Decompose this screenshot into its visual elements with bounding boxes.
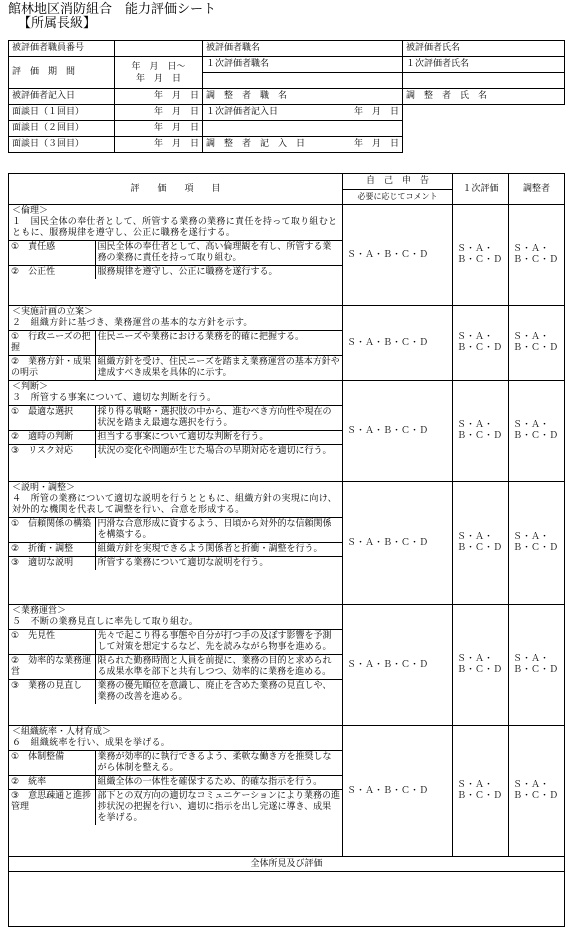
period-start: 年 月 日～ xyxy=(131,61,186,72)
section-row xyxy=(9,381,565,482)
sub-item-text: 限られた勤務時間と人員を前提に、業務の目的と求められる成果水準を部下と共有しつつ、効率的に業務を進める。 xyxy=(95,655,342,680)
sub-item-label: ① 体制整備 xyxy=(9,751,95,776)
section-description: ２ 組織方針に基づき、業務運営の基本的な方針を示す。 xyxy=(12,318,253,328)
eval1-date-field xyxy=(203,105,403,121)
sub-item-row xyxy=(9,518,342,543)
section-row xyxy=(9,306,565,381)
adj-grade[interactable]: Ｓ・Ａ・Ｂ・Ｃ・Ｄ xyxy=(509,482,565,605)
sub-item-label: ① 最適な選択 xyxy=(9,406,95,431)
adj-grade[interactable]: Ｓ・Ａ・Ｂ・Ｃ・Ｄ xyxy=(509,726,565,857)
sub-item-text: 組織方針を受け、住民ニーズを踏まえ業務運営の基本方針や達成すべき成果を具体的に示す。 xyxy=(95,356,342,381)
eval1-grade[interactable]: Ｓ・Ａ・Ｂ・Ｃ・Ｄ xyxy=(453,306,509,381)
sub-item-text: 服務規律を遵守し、公正に職務を遂行する。 xyxy=(95,266,342,280)
sub-item-text: 住民ニーズや業務における業務を的確に把握する。 xyxy=(95,331,342,356)
sub-item-table xyxy=(9,330,342,380)
self-grade[interactable]: Ｓ・Ａ・Ｂ・Ｃ・Ｄ xyxy=(343,306,453,381)
adj-date-value[interactable]: 年 月 日 xyxy=(353,139,399,149)
adj-grade[interactable]: Ｓ・Ａ・Ｂ・Ｃ・Ｄ xyxy=(509,205,565,306)
sub-item-row xyxy=(9,241,342,266)
interview1-label: 面談日（１回目） xyxy=(9,105,115,121)
sub-item-label: ② 公正性 xyxy=(9,266,95,280)
section-cell xyxy=(9,605,343,726)
sub-item-label: ① 行政ニーズの把握 xyxy=(9,331,95,356)
sub-item-table xyxy=(9,629,342,704)
adj-date-field xyxy=(203,137,403,153)
name-label: 被評価者氏名 xyxy=(403,41,495,57)
blank xyxy=(403,105,565,121)
section-cell xyxy=(9,306,343,381)
info-table xyxy=(8,40,565,153)
sub-item-label: ② 統率 xyxy=(9,776,95,790)
self-date-label: 被評価者記入日 xyxy=(9,89,115,105)
sub-item-label: ② 業務方針・成果の明示 xyxy=(9,356,95,381)
col-self-note: 必要に応じてコメント xyxy=(343,189,453,205)
section-heading: ＜業務運営＞ xyxy=(12,606,67,616)
sub-item-text: 状況の変化や問題が生じた場合の早期対応を適切に行う。 xyxy=(95,445,342,459)
sub-item-label: ③ リスク対応 xyxy=(9,445,95,459)
eval1-date-label: １次評価者記入日 xyxy=(206,107,279,117)
section-row xyxy=(9,205,565,306)
section-heading: ＜倫理＞ xyxy=(12,206,49,216)
section-cell xyxy=(9,726,343,857)
section-cell xyxy=(9,482,343,605)
sub-item-text: 組織全体の一体性を確保するため、的確な指示を行う。 xyxy=(95,776,342,790)
section-cell xyxy=(9,381,343,482)
sub-item-row xyxy=(9,266,342,280)
sub-item-row xyxy=(9,630,342,655)
sub-item-text: 国民全体の奉仕者として、高い倫理観を有し、所管する業務の業務に責任を持って取り組む。 xyxy=(95,241,342,266)
sub-item-row xyxy=(9,356,342,381)
eval1-name-field[interactable] xyxy=(495,57,565,73)
emp-no-field[interactable] xyxy=(115,41,203,57)
sub-item-label: ② 適時の判断 xyxy=(9,431,95,445)
sub-item-row xyxy=(9,406,342,431)
sub-item-label: ① 先見性 xyxy=(9,630,95,655)
eval1-date-blank[interactable] xyxy=(203,121,403,137)
self-grade[interactable]: Ｓ・Ａ・Ｂ・Ｃ・Ｄ xyxy=(343,726,453,857)
sub-item-table xyxy=(9,517,342,570)
sub-item-label: ③ 業務の見直し xyxy=(9,680,95,705)
sub-item-row xyxy=(9,431,342,445)
section-row xyxy=(9,482,565,605)
section-description: １ 国民全体の奉仕者として、所管する業務の業務に責任を持って取り組むとともに、服務規律を遵守し、公正に職務を遂行する。 xyxy=(12,217,338,238)
blank xyxy=(403,121,565,137)
self-date-field[interactable]: 年 月 日 xyxy=(115,89,203,105)
section-description: ５ 不断の業務見直しに率先して取り組む。 xyxy=(12,617,199,627)
adj-grade[interactable]: Ｓ・Ａ・Ｂ・Ｃ・Ｄ xyxy=(509,605,565,726)
sub-item-text: 組織方針を実現できるよう関係者と折衝・調整を行う。 xyxy=(95,543,342,557)
adj-grade[interactable]: Ｓ・Ａ・Ｂ・Ｃ・Ｄ xyxy=(509,381,565,482)
period-field[interactable] xyxy=(115,57,203,89)
name-field[interactable] xyxy=(495,41,565,57)
section-row xyxy=(9,726,565,857)
sub-item-text: 業務の優先順位を意識し、廃止を含めた業務の見直しや、業務の改善を進める。 xyxy=(95,680,342,705)
eval1-title-field[interactable] xyxy=(203,73,403,89)
self-grade[interactable]: Ｓ・Ａ・Ｂ・Ｃ・Ｄ xyxy=(343,605,453,726)
interview1-field[interactable]: 年 月 日 xyxy=(115,105,203,121)
section-heading: ＜実施計画の立案＞ xyxy=(12,307,94,317)
section-heading: ＜説明・調整＞ xyxy=(12,483,76,493)
col-adj-header: 調整者 xyxy=(509,174,565,205)
adj-grade[interactable]: Ｓ・Ａ・Ｂ・Ｃ・Ｄ xyxy=(509,306,565,381)
self-grade[interactable]: Ｓ・Ａ・Ｂ・Ｃ・Ｄ xyxy=(343,482,453,605)
section-heading: ＜組織統率・人材育成＞ xyxy=(12,727,112,737)
eval1-name-label: １次評価者氏名 xyxy=(403,57,495,73)
sub-item-row xyxy=(9,445,342,459)
blank xyxy=(403,137,565,153)
interview2-label: 面談日（２回目） xyxy=(9,121,115,137)
sub-item-text: 担当する事案について適切な判断を行う。 xyxy=(95,431,342,445)
sub-item-row xyxy=(9,557,342,571)
adj-title-label: 調 整 者 職 名 xyxy=(203,89,403,105)
sub-item-row xyxy=(9,331,342,356)
sub-item-label: ② 折衝・調整 xyxy=(9,543,95,557)
sub-item-text: 円滑な合意形成に資するよう、日頃から対外的な信頼関係を構築する。 xyxy=(95,518,342,543)
eval1-name-field-2[interactable] xyxy=(403,73,565,89)
sub-item-row xyxy=(9,751,342,776)
adj-name-field[interactable] xyxy=(495,89,565,105)
sub-item-text: 採り得る戦略・選択肢の中から、進むべき方向性や現在の状況を踏まえ最適な選択を行う。 xyxy=(95,406,342,431)
section-heading: ＜判断＞ xyxy=(12,382,49,392)
page-title: 館林地区消防組合 能力評価シート xyxy=(8,2,217,17)
interview3-field[interactable]: 年 月 日 xyxy=(115,137,203,153)
sub-item-text: 先々で起こり得る事態や自分が打つ手の及ぼす影響を予測して対策を想定するなど、先を読みながら物事を進める。 xyxy=(95,630,342,655)
sub-item-label: ③ 意思疎通と進捗管理 xyxy=(9,790,95,826)
self-grade[interactable]: Ｓ・Ａ・Ｂ・Ｃ・Ｄ xyxy=(343,381,453,482)
sub-item-table xyxy=(9,750,342,825)
period-end: 年 月 日 xyxy=(135,73,181,84)
sub-item-row xyxy=(9,655,342,680)
eval1-grade[interactable]: Ｓ・Ａ・Ｂ・Ｃ・Ｄ xyxy=(453,381,509,482)
col-eval1-header: １次評価 xyxy=(453,174,509,205)
section-row xyxy=(9,605,565,726)
period-label: 評 価 期 間 xyxy=(9,57,115,89)
emp-no-label: 被評価者職員番号 xyxy=(9,41,115,57)
sub-item-row xyxy=(9,680,342,705)
sub-item-table xyxy=(9,240,342,279)
evaluation-table xyxy=(8,173,565,927)
interview3-label: 面談日（３回目） xyxy=(9,137,115,153)
sub-item-text: 所管する業務について適切な説明を行う。 xyxy=(95,557,342,571)
eval1-grade[interactable]: Ｓ・Ａ・Ｂ・Ｃ・Ｄ xyxy=(453,726,509,857)
col-item-header: 評 価 項 目 xyxy=(9,174,343,205)
eval1-grade[interactable]: Ｓ・Ａ・Ｂ・Ｃ・Ｄ xyxy=(453,482,509,605)
eval1-grade[interactable]: Ｓ・Ａ・Ｂ・Ｃ・Ｄ xyxy=(453,205,509,306)
eval1-grade[interactable]: Ｓ・Ａ・Ｂ・Ｃ・Ｄ xyxy=(453,605,509,726)
sub-item-label: ① 信頼関係の構築 xyxy=(9,518,95,543)
eval1-date-value[interactable]: 年 月 日 xyxy=(353,107,399,117)
overall-field[interactable] xyxy=(9,872,565,927)
section-cell xyxy=(9,205,343,306)
interview2-field[interactable]: 年 月 日 xyxy=(115,121,203,137)
sub-item-text: 部下との双方向の適切なコミュニケーションにより業務の進捗状況の把握を行い、適切に指示を出し完遂に導き、成果を挙げる。 xyxy=(95,790,342,826)
overall-header: 全体所見及び評価 xyxy=(9,857,565,872)
sub-item-label: ② 効率的な業務運営 xyxy=(9,655,95,680)
title-label: 被評価者職名 xyxy=(203,41,403,57)
adj-name-label: 調 整 者 氏 名 xyxy=(403,89,495,105)
section-description: ４ 所管の業務について適切な説明を行うとともに、組織方針の実現に向け、対外的な機関を代表して調整を行い、合意を形成する。 xyxy=(12,494,337,515)
page-subtitle: 【所属長級】 xyxy=(18,16,97,31)
sub-item-row xyxy=(9,776,342,790)
section-description: ３ 所管する事案について、適切な判断を行う。 xyxy=(12,393,217,403)
sub-item-label: ① 責任感 xyxy=(9,241,95,266)
col-self-header: 自 己 申 告 xyxy=(343,174,453,190)
self-grade[interactable]: Ｓ・Ａ・Ｂ・Ｃ・Ｄ xyxy=(343,205,453,306)
sub-item-label: ③ 適切な説明 xyxy=(9,557,95,571)
sub-item-table xyxy=(9,405,342,458)
adj-date-label: 調 整 者 記 入 日 xyxy=(206,139,306,149)
sub-item-text: 業務が効率的に執行できるよう、柔軟な働き方を推奨しながら体制を整える。 xyxy=(95,751,342,776)
section-description: ６ 組織統率を行い、成果を挙げる。 xyxy=(12,738,171,748)
sub-item-row xyxy=(9,543,342,557)
eval1-title-label: １次評価者職名 xyxy=(203,57,403,73)
sub-item-row xyxy=(9,790,342,826)
